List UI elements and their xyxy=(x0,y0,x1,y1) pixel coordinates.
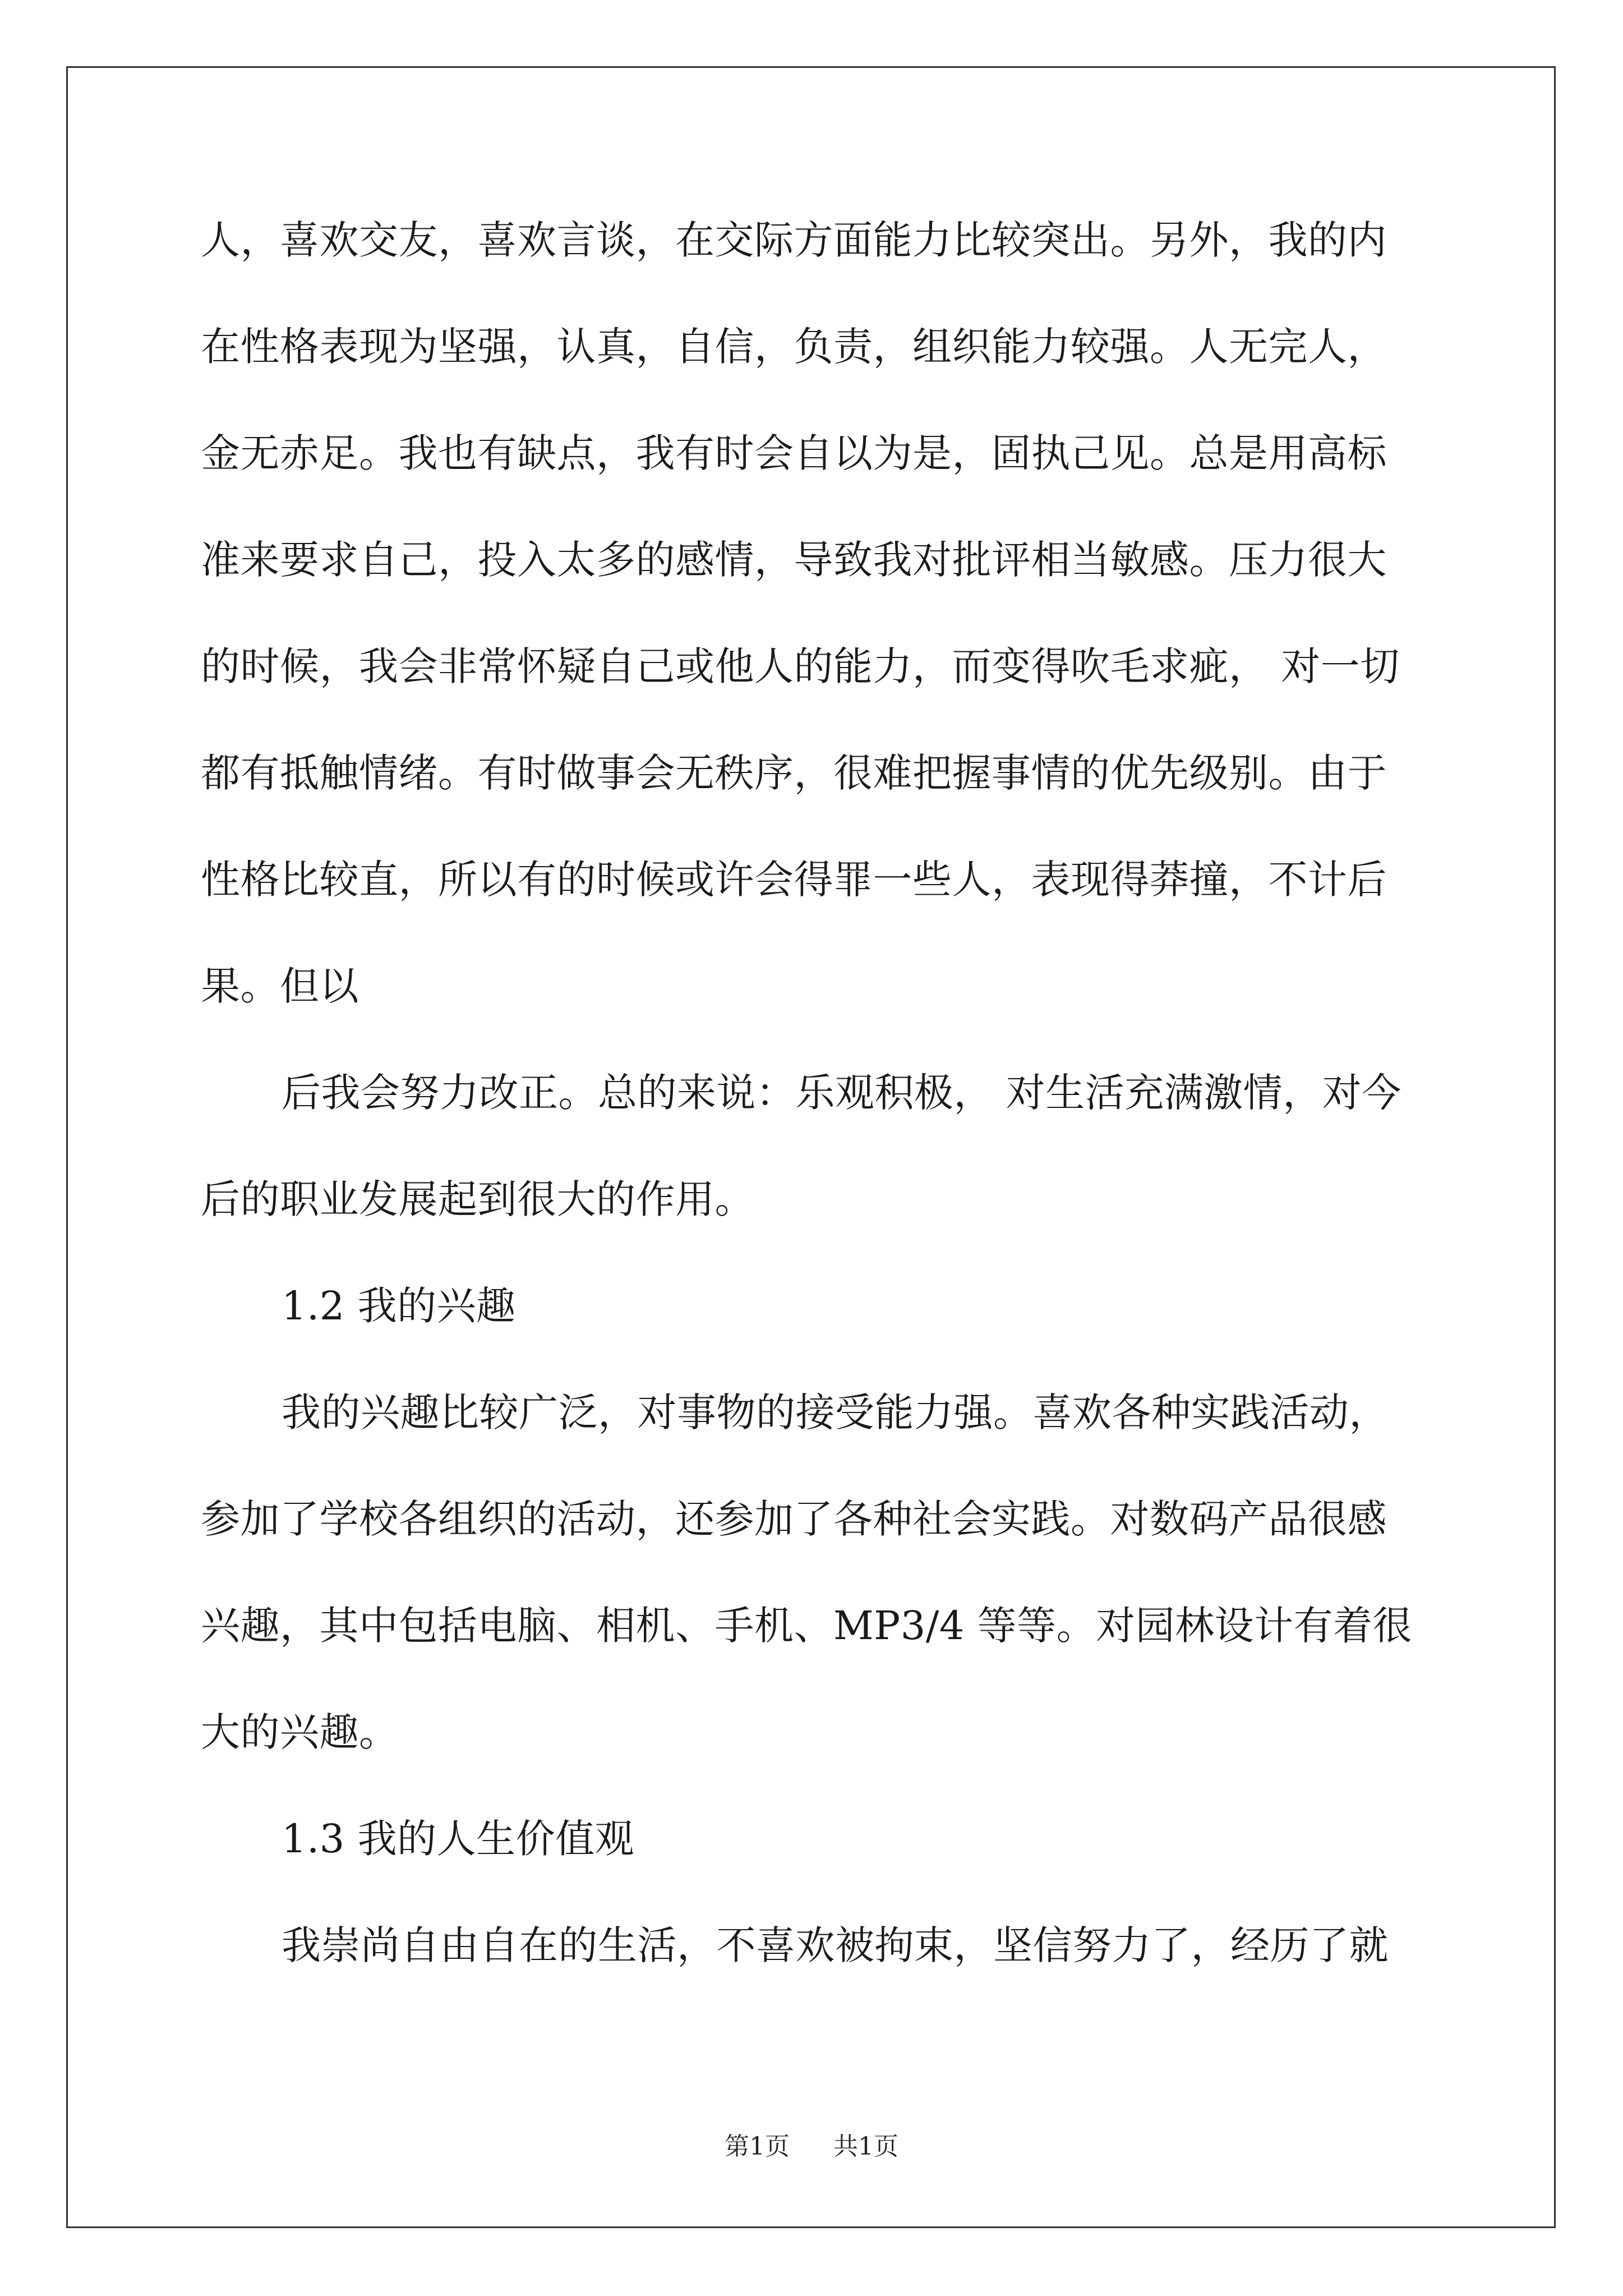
page-number: 第1页 xyxy=(725,2132,790,2161)
text-line-4: 准来要求自己，投入太多的感情，导致我对批评相当敏感。压力很大 xyxy=(201,537,1387,583)
section-heading-interests: 1.2 我的兴趣 xyxy=(282,1283,516,1329)
section-heading-values: 1.3 我的人生价值观 xyxy=(282,1816,635,1862)
text-line-5: 的时候，我会非常怀疑自己或他人的能力，而变得吹毛求疵， 对一切 xyxy=(201,643,1400,689)
page-footer xyxy=(0,2133,1623,2161)
text-line-1: 人，喜欢交友，喜欢言谈，在交际方面能力比较突出。另外，我的内 xyxy=(201,217,1387,263)
text-line-6: 都有抵触情绪。有时做事会无秩序，很难把握事情的优先级别。由于 xyxy=(201,750,1387,796)
paragraph-first-line: 我崇尚自由自在的生活，不喜欢被拘束，坚信努力了，经历了就 xyxy=(282,1922,1389,1968)
paragraph-first-line: 后我会努力改正。总的来说：乐观积极， 对生活充满激情，对今 xyxy=(282,1070,1401,1116)
text-line-10: 后的职业发展起到很大的作用。 xyxy=(201,1176,754,1222)
text-line-14: 兴趣，其中包括电脑、相机、手机、MP3/4 等等。对园林设计有着很 xyxy=(201,1603,1413,1649)
text-line-8: 果。但以 xyxy=(201,963,359,1009)
text-line-7: 性格比较直，所以有的时候或许会得罪一些人，表现得莽撞，不计后 xyxy=(201,857,1387,903)
paragraph-first-line: 我的兴趣比较广泛，对事物的接受能力强。喜欢各种实践活动， xyxy=(282,1389,1389,1435)
text-line-3: 金无赤足。我也有缺点，我有时会自以为是，固执己见。总是用高标 xyxy=(201,430,1387,476)
page-total: 共1页 xyxy=(833,2132,898,2161)
page-border xyxy=(66,66,1556,2228)
text-line-15: 大的兴趣。 xyxy=(201,1709,399,1755)
text-line-2: 在性格表现为坚强，认真，自信，负责，组织能力较强。人无完人， xyxy=(201,324,1387,370)
text-line-13: 参加了学校各组织的活动，还参加了各种社会实践。对数码产品很感 xyxy=(201,1496,1387,1542)
